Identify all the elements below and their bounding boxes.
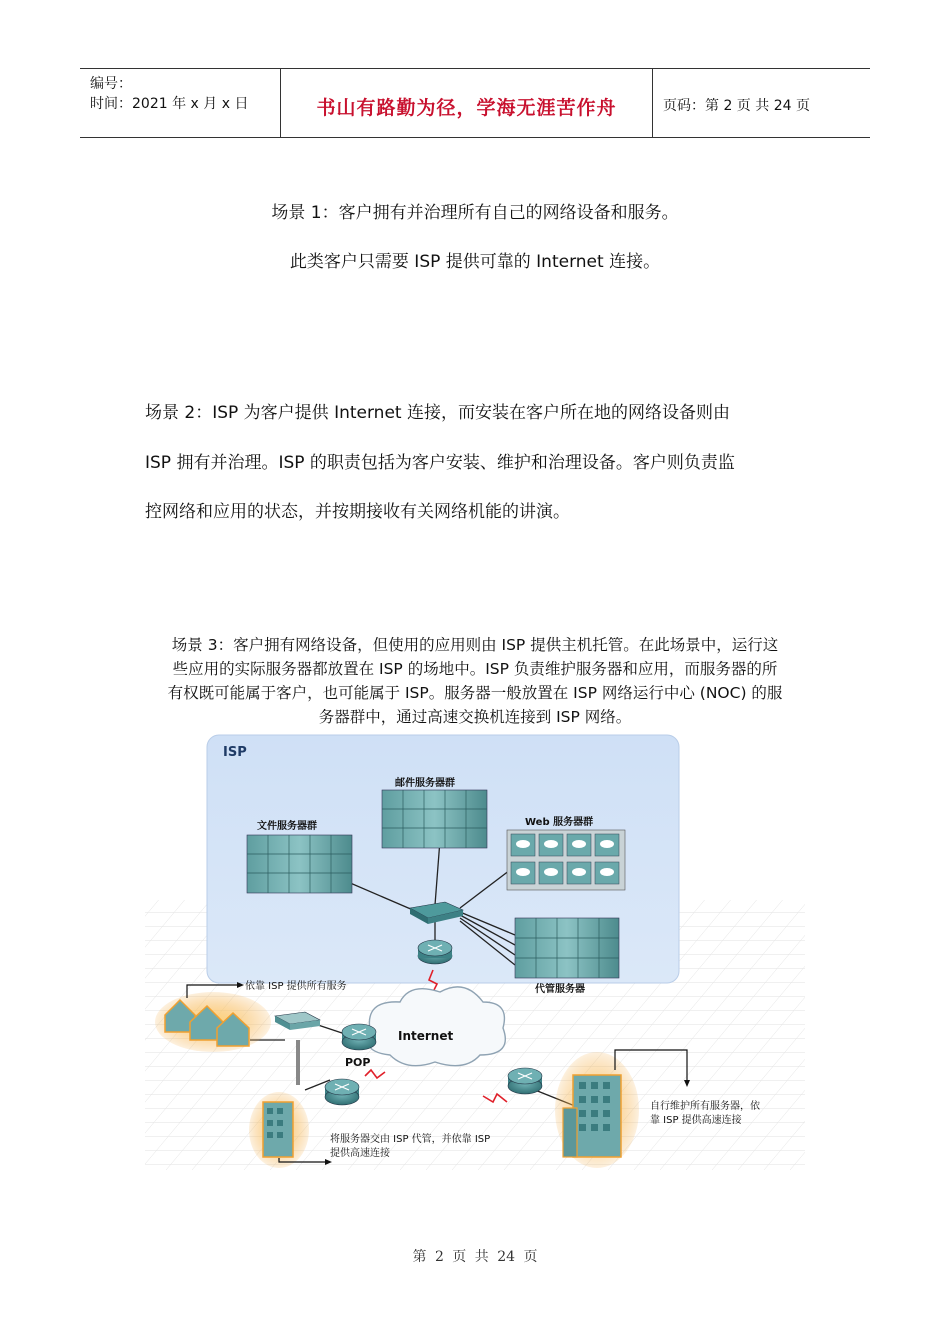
file-farm-label: 文件服务器群 [257, 821, 317, 832]
large-building-icon [555, 1052, 639, 1168]
motto: 书山有路勤为径，学海无涯苦作舟 [316, 97, 617, 119]
small-building-icon [249, 1092, 309, 1168]
mail-server-farm [382, 790, 487, 848]
page-header [80, 68, 870, 138]
houses-icon [155, 992, 271, 1052]
hosted-router-icon [325, 1079, 359, 1105]
caption-line: 场景 3：客户拥有网络设备，但使用的应用则由 ISP 提供主机托管。在此场景中，运行这 [171, 636, 779, 654]
self-managed-label-1: 自行维护所有服务器，依 [650, 1101, 760, 1112]
page-info: 页码：第 2 页 共 24 页 [663, 98, 810, 114]
scenario1-line1: 场景 1：客户拥有并治理所有自己的网络设备和服务。 [271, 203, 679, 223]
isp-label: ISP [223, 745, 247, 760]
caption-line: 些应用的实际服务器都放置在 ISP 的场地中。ISP 负责维护服务器和应用，而服务器的所 [172, 660, 778, 678]
header-info-cell [80, 69, 281, 137]
self-managed-label-2: 靠 ISP 提供高速连接 [650, 1115, 742, 1126]
hosted-label-2: 提供高速连接 [330, 1148, 390, 1159]
pop-label: POP [345, 1056, 371, 1069]
web-farm-label: Web 服务器群 [525, 817, 594, 828]
file-server-farm [247, 835, 352, 893]
number-label: 编号： [90, 76, 132, 92]
mail-farm-label: 邮件服务器群 [395, 778, 455, 789]
scenario2-line3: 控网络和应用的状态，并按期接收有关网络机能的讲演。 [145, 502, 570, 522]
web-server-farm [507, 830, 625, 890]
page-footer: 第 2 页 共 24 页 [412, 1249, 538, 1265]
caption-line: 有权既可能属于客户，也可能属于 ISP。服务器一般放置在 ISP 网络运行中心 (NOC) 的服 [167, 684, 783, 702]
header-motto-cell [281, 69, 653, 137]
enterprise-router-icon [508, 1068, 542, 1094]
isp-network-diagram [145, 730, 805, 1170]
scenario1-line2: 此类客户只需要 ISP 提供可靠的 Internet 连接。 [289, 252, 661, 272]
antenna-icon [296, 1040, 300, 1085]
proxy-farm-label: 代管服务器 [535, 984, 585, 995]
hosted-label-1: 将服务器交由 ISP 代管，并依靠 ISP [330, 1134, 491, 1145]
scenario2-line2: ISP 拥有并治理。ISP 的职责包括为客户安装、维护和治理设备。客户则负责监 [145, 453, 735, 473]
scenario2-line1: 场景 2：ISP 为客户提供 Internet 连接，而安装在客户所在地的网络设备则由 [145, 403, 730, 423]
date-label: 时间：2021 年 x 月 x 日 [90, 96, 249, 112]
diagram-svg [145, 730, 805, 1170]
header-page-cell [653, 69, 870, 137]
pop-router-icon [342, 1024, 376, 1050]
scenario3-caption [140, 633, 810, 729]
rely-all-label: 依靠 ISP 提供所有服务 [245, 981, 347, 992]
caption-line: 务器群中，通过高速交换机连接到 ISP 网络。 [318, 708, 632, 726]
isp-router-icon [418, 940, 452, 964]
internet-label: Internet [398, 1029, 454, 1043]
hosted-server-farm [515, 918, 619, 978]
